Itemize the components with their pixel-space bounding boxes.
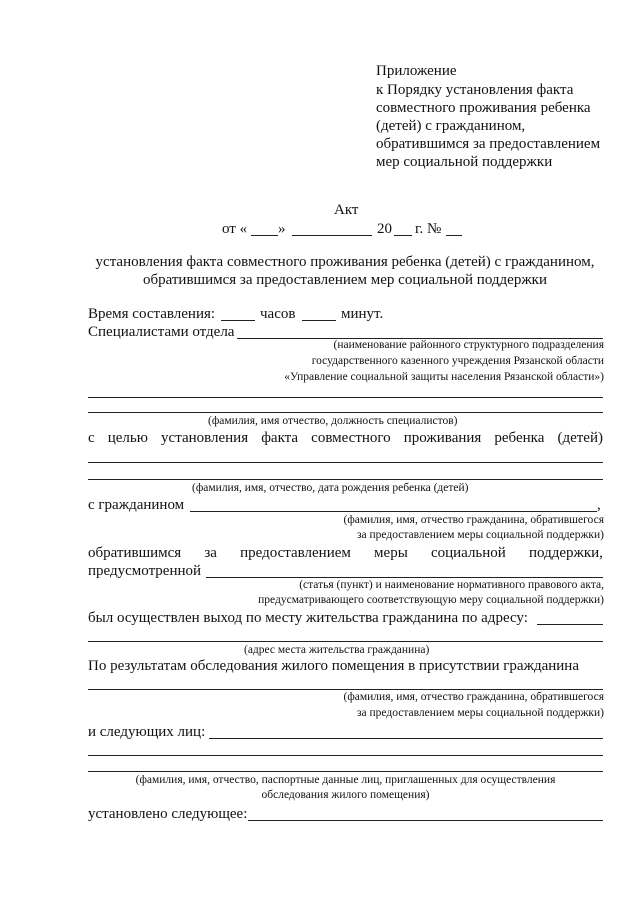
day-blank[interactable]: [251, 235, 278, 236]
legal-act-blank[interactable]: [206, 577, 603, 578]
citizen-blank[interactable]: [190, 511, 597, 512]
hours-blank[interactable]: [221, 320, 255, 321]
act-title: Акт: [334, 202, 359, 218]
address-blank-2[interactable]: [88, 641, 603, 642]
appendix-line: совместного проживания ребенка: [376, 100, 591, 116]
address-blank-1[interactable]: [537, 624, 603, 625]
established-blank[interactable]: [248, 820, 603, 821]
applied-word: обратившимся: [88, 545, 182, 561]
persons-hint: обследования жилого помещения): [261, 789, 430, 801]
applied-word: за: [204, 545, 217, 561]
minutes-label: минут.: [341, 306, 384, 322]
act-subject-line-1: установления факта совместного проживания ребенка (детей) с гражданином,: [95, 254, 595, 270]
specialists-blank-2[interactable]: [88, 412, 603, 413]
appendix-line: обратившимся за предоставлением: [376, 136, 601, 152]
purpose-word: проживания: [403, 430, 482, 446]
department-hint: (наименование районного структурного подразделения: [333, 339, 604, 351]
persons-hint: (фамилия, имя, отчество, паспортные данные лиц, приглашенных для осуществления: [135, 774, 556, 786]
month-blank[interactable]: [292, 235, 372, 236]
year-prefix: 20: [377, 221, 392, 237]
purpose-word: целью: [107, 430, 148, 446]
specialists-blank-1[interactable]: [88, 397, 603, 398]
citizen-hint: (фамилия, имя, отчество гражданина, обратившегося: [343, 514, 604, 526]
appendix-line: (детей) с гражданином,: [376, 118, 526, 134]
address-hint: (адрес места жительства гражданина): [244, 644, 430, 656]
child-blank-1[interactable]: [88, 462, 603, 463]
applied-word: меры: [374, 545, 408, 561]
department-hint: «Управление социальной защиты населения Рязанской области»): [284, 371, 604, 383]
number-blank[interactable]: [446, 235, 462, 236]
survey-text: По результатам обследования жилого помещения в присутствии гражданина: [88, 658, 579, 674]
applied-line: [88, 546, 603, 561]
citizen-comma: ,: [597, 497, 601, 513]
number-prefix: г. №: [415, 221, 442, 237]
visit-text: был осуществлен выход по месту жительства гражданина по адресу:: [88, 610, 528, 626]
purpose-word: ребенка: [494, 430, 545, 446]
legal-act-hint: предусматривающего соответствующую меру социальной поддержки): [258, 594, 604, 606]
appendix-line: к Порядку установления факта: [376, 82, 574, 98]
persons-blank-1[interactable]: [209, 738, 603, 739]
survey-citizen-hint: за предоставлением меры социальной поддержки): [357, 707, 604, 719]
appendix-title: Приложение: [376, 63, 457, 79]
persons-blank-3[interactable]: [88, 771, 603, 772]
date-quote: »: [278, 221, 286, 237]
child-blank-2[interactable]: [88, 479, 603, 480]
child-hint: (фамилия, имя, отчество, дата рождения ребенка (детей): [192, 482, 469, 494]
time-label: Время составления:: [88, 306, 216, 322]
applied-word: предоставлением: [240, 545, 351, 561]
purpose-line: [88, 431, 603, 446]
legal-act-hint: (статья (пункт) и наименование нормативного правового акта,: [299, 579, 604, 591]
purpose-word: (детей): [557, 430, 603, 446]
persons-blank-2[interactable]: [88, 755, 603, 756]
applied-word: социальной: [430, 545, 506, 561]
applied-word: поддержки,: [528, 545, 603, 561]
citizen-label: с гражданином: [88, 497, 185, 513]
department-hint: государственного казенного учреждения Рязанской области: [311, 355, 604, 367]
hours-label: часов: [260, 306, 296, 322]
date-prefix: от «: [222, 221, 248, 237]
purpose-word: факта: [261, 430, 299, 446]
survey-citizen-blank[interactable]: [88, 689, 603, 690]
established-label: установлено следующее:: [88, 806, 248, 822]
survey-citizen-hint: (фамилия, имя, отчество гражданина, обратившегося: [343, 691, 604, 703]
appendix-line: мер социальной поддержки: [376, 154, 553, 170]
specialists-label: Специалистами отдела: [88, 324, 235, 340]
purpose-word: установления: [161, 430, 249, 446]
act-subject-line-2: обратившимся за предоставлением мер социальной поддержки: [142, 272, 548, 288]
year-blank[interactable]: [394, 235, 412, 236]
purpose-word: совместного: [311, 430, 391, 446]
minutes-blank[interactable]: [302, 320, 336, 321]
citizen-hint: за предоставлением меры социальной поддержки): [357, 529, 604, 541]
specialists-hint: (фамилия, имя отчество, должность специалистов): [208, 415, 458, 427]
persons-label: и следующих лиц:: [88, 724, 206, 740]
provided-label: предусмотренной: [88, 563, 202, 579]
purpose-word: с: [88, 430, 95, 446]
